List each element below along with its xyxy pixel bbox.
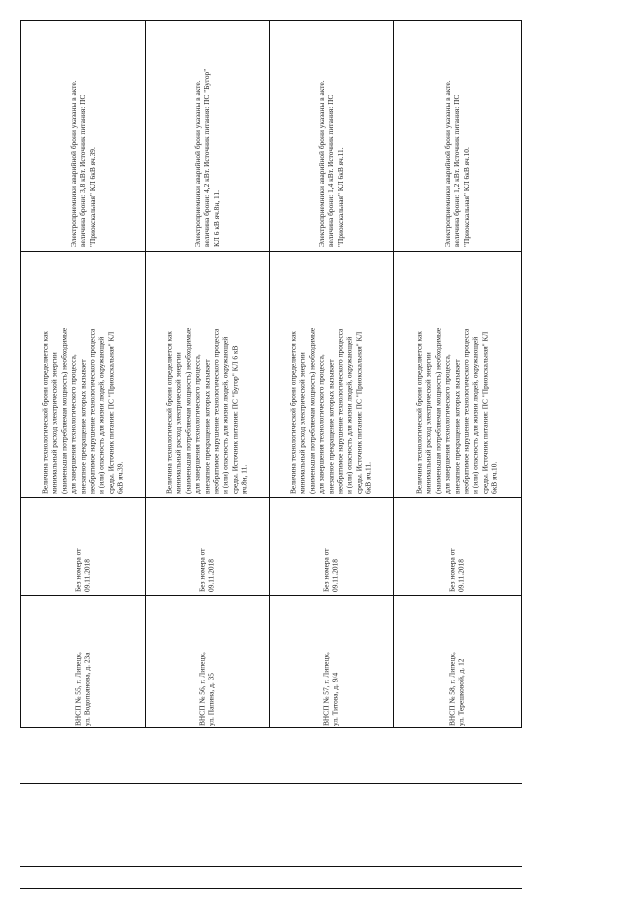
separator-line: [20, 783, 522, 784]
object-text: ВНСП № 56, г. Липецк, ул. Папина, д. 35: [197, 652, 216, 726]
emergency-cell: [21, 21, 145, 251]
document-cell: [393, 497, 521, 595]
object-cell: [145, 595, 269, 729]
separator-line: [20, 866, 522, 867]
separator-line: [20, 888, 522, 889]
description-text: Величина технологической брони определяется как минимальный расход электрической энергии (наименьшая потребляемая мощность) необходимые для завершения технологического процесса, внезапное прекращение которых вызывает необратимое нарушение технологического процесса и (или) опасность для жизни людей, окружающей среды. Источник питания: ПС "Приокскальная" КЛ 6кВ яч.10.: [414, 327, 499, 494]
object-cell: [393, 595, 521, 729]
object-cell: [269, 595, 393, 729]
reservation-table: [20, 20, 522, 728]
description-text: Величина технологической брони определяется как минимальный расход электрической энергии (наименьшая потребляемая мощность) необходимые для завершения технологического процесса, внезапное прекращение которых вызывает необратимое нарушение технологического процесса и (или) опасность для жизни людей, окружающей среды. Источник питания: ПС "Бугор" КЛ 6 кВ яч.8н, 11.: [164, 327, 249, 494]
description-cell: [21, 251, 145, 497]
object-text: ВНСП № 58, г. Липецк, ул. Терешковой, д. 12: [447, 652, 466, 726]
description-cell: [393, 251, 521, 497]
document-cell: [145, 497, 269, 595]
document-cell: [269, 497, 393, 595]
document-cell: [21, 497, 145, 595]
document-text: Без номера от 09.11.2018: [321, 548, 340, 592]
emergency-cell: [269, 21, 393, 251]
description-cell: [145, 251, 269, 497]
object-text: ВНСП № 55, г. Липецк, ул. Водопьянова, д. 23а: [73, 652, 92, 726]
emergency-text: Электроприемники аварийной брони указаны в акте. величина брони: 3,8 кВт. Источник питания: ПС "Приокскальная" КЛ 6кВ яч.39.: [68, 80, 97, 247]
emergency-text: Электроприемники аварийной брони указаны в акте. величина брони: 4,2 кВт. Источник питания: ПС "Бугор" КЛ 6 кВ яч.8н, 11.: [192, 68, 221, 247]
emergency-text: Электроприемники аварийной брони указаны в акте. величина брони: 1,4 кВт. Источник питания: ПС "Приокскальная" КЛ 6кВ яч.11.: [316, 80, 345, 247]
description-cell: [269, 251, 393, 497]
object-text: ВНСП № 57, г. Липецк, ул. Титова, д. 9/4: [321, 652, 340, 726]
document-text: Без номера от 09.11.2018: [447, 548, 466, 592]
description-text: Величина технологической брони определяется как минимальный расход электрической энергии (наименьшая потребляемая мощность) необходимые для завершения технологического процесса, внезапное прекращение которых вызывает необратимое нарушение технологического процесса и (или) опасность для жизни людей, окружающей среды. Источник питания: ПС "Приокскальная" КЛ 6кВ яч.11.: [288, 327, 373, 494]
document-text: Без номера от 09.11.2018: [73, 548, 92, 592]
emergency-cell: [393, 21, 521, 251]
emergency-cell: [145, 21, 269, 251]
object-cell: [21, 595, 145, 729]
document-text: Без номера от 09.11.2018: [197, 548, 216, 592]
description-text: Величина технологической брони определяется как минимальный расход электрической энергии (наименьшая потребляемая мощность) необходимые для завершения технологического процесса, внезапное прекращение которых вызывает необратимое нарушение технологического процесса и (или) опасность для жизни людей, окружающей среды. Источник питания: ПС "Приокскальная" КЛ 6кВ яч.39.: [40, 327, 125, 494]
emergency-text: Электроприемники аварийной брони указаны в акте. величина брони: 1,2 кВт. Источник питания: ПС "Приокскальная" КЛ 6кВ яч.10.: [442, 80, 471, 247]
